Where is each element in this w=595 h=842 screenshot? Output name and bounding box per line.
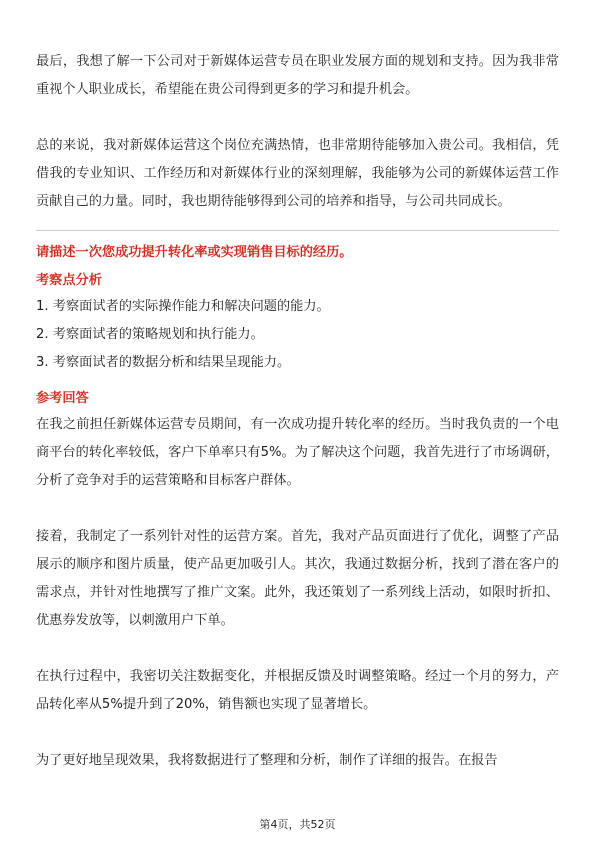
analysis-point: 2. 考察面试者的策略规划和执行能力。 [36, 327, 264, 342]
intro-paragraph-1: 最后，我想了解一下公司对于新媒体运营专员在职业发展方面的规划和支持。因为我非常重视个人职业成长，希望能在贵公司得到更多的学习和提升机会。 [36, 54, 559, 97]
answer-paragraph-1: 在我之前担任新媒体运营专员期间，有一次成功提升转化率的经历。当时我负责的一个电商平台的转化率较低，客户下单率只有5%。为了解决这个问题，我首先进行了市场调研，分析了竞争对手的运营策略和目标客户群体。 [36, 417, 559, 488]
section-divider [36, 230, 559, 231]
analysis-title: 考察点分析 [36, 273, 102, 288]
document-body [36, 40, 559, 775]
intro-paragraph-2: 总的来说，我对新媒体运营这个岗位充满热情，也非常期待能够加入贵公司。我相信，凭借我的专业知识、工作经历和对新媒体行业的深刻理解，我能够为公司的新媒体运营工作贡献自己的力量。同时，我也期待能够得到公司的培养和指导，与公司共同成长。 [36, 138, 559, 209]
answer-paragraph-4: 为了更好地呈现效果，我将数据进行了整理和分析，制作了详细的报告。在报告 [36, 753, 498, 768]
answer-paragraph-2: 接着，我制定了一系列针对性的运营方案。首先，我对产品页面进行了优化，调整了产品展示的顺序和图片质量，使产品更加吸引人。其次，我通过数据分析，找到了潜在客户的需求点，并针对性地撰写了推广文案。此外，我还策划了一系列线上活动，如限时折扣、优惠券发放等，以刺激用户下单。 [36, 529, 559, 628]
analysis-point: 3. 考察面试者的数据分析和结果呈现能力。 [36, 355, 291, 370]
question-heading: 请描述一次您成功提升转化率或实现销售目标的经历。 [36, 245, 353, 260]
answer-paragraph-3: 在执行过程中，我密切关注数据变化，并根据反馈及时调整策略。经过一个月的努力，产品转化率从5%提升到了20%，销售额也实现了显著增长。 [36, 669, 559, 712]
page-footer: 第4页，共52页 [259, 818, 336, 831]
analysis-point: 1. 考察面试者的实际操作能力和解决问题的能力。 [36, 299, 330, 314]
answer-title: 参考回答 [36, 391, 89, 406]
